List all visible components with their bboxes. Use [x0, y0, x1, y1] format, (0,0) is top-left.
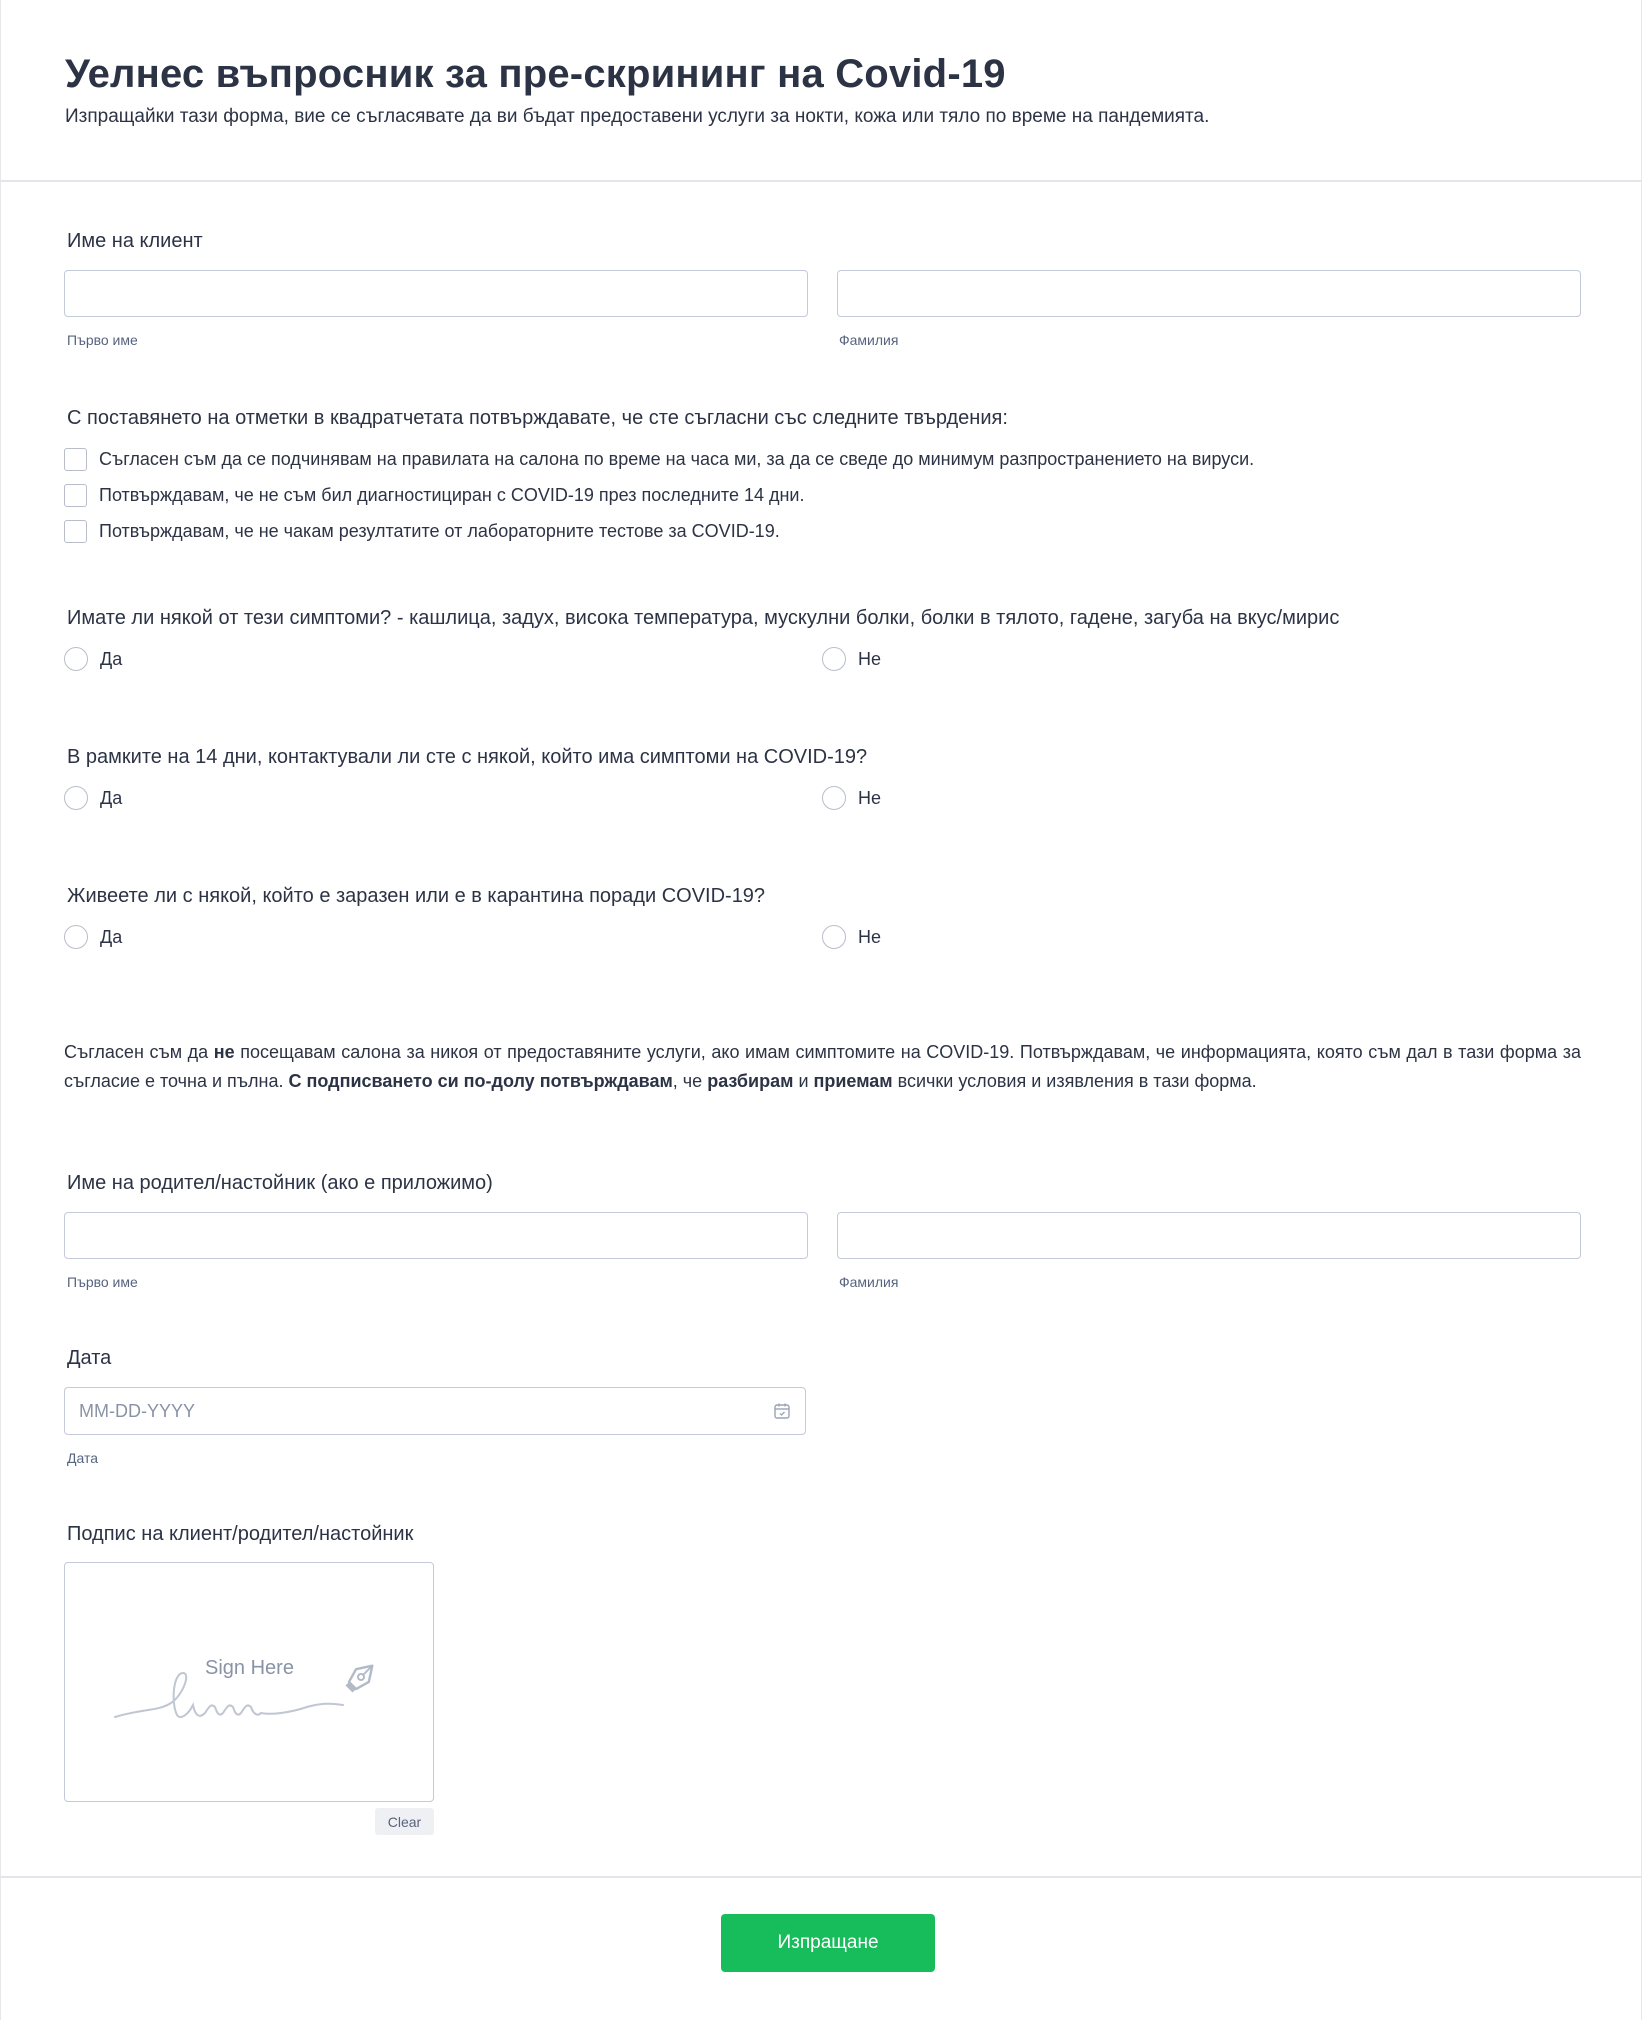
contact-radio-yes[interactable] — [64, 786, 88, 810]
agreement-checkbox-1[interactable] — [64, 448, 87, 471]
date-label: Дата — [67, 1347, 112, 1369]
household-radio-no[interactable] — [822, 925, 846, 949]
agreement-checkbox-2[interactable] — [64, 484, 87, 507]
contact-question-label: В рамките на 14 дни, контактували ли сте с някой, който има симптоми на COVID-19? — [67, 746, 868, 768]
household-radio-yes[interactable] — [64, 925, 88, 949]
guardian-name-label: Име на родител/настойник (ако е приложимо) — [67, 1172, 493, 1194]
symptoms-option-no-label: Не — [858, 648, 882, 669]
agreement-option-1[interactable] — [64, 447, 1254, 471]
client-first-name-input[interactable] — [64, 270, 808, 317]
date-input[interactable] — [64, 1387, 806, 1435]
guardian-first-name-input[interactable] — [64, 1212, 808, 1259]
symptoms-radio-no[interactable] — [822, 647, 846, 671]
pen-nib-icon — [339, 1655, 383, 1699]
contact-option-yes[interactable] — [64, 785, 122, 811]
symptoms-option-yes-label: Да — [100, 648, 123, 669]
consent-text-2: посещавам салона за никоя от предоставяните услуги, ако имам симптомите на COVID-19. Потвърждавам, че информацията, която съм дал в тази форма за съгласие е точна и пълна. — [64, 1042, 1581, 1091]
client-last-name-sublabel: Фамилия — [839, 332, 899, 348]
form-subtitle: Изпращайки тази форма, вие се съгласявате да ви бъдат предоставени услуги за нокти, кожа или тяло по време на пандемията. — [65, 106, 1210, 127]
consent-text-3: , че — [672, 1071, 708, 1091]
household-option-yes[interactable] — [64, 924, 122, 950]
symptoms-radio-yes[interactable] — [64, 647, 88, 671]
contact-option-no-label: Не — [858, 787, 882, 808]
consent-bold-4: приемам — [813, 1071, 893, 1091]
agreement-text-3: Потвърждавам, че не чакам резултатите от лабораторните тестове за COVID-19. — [99, 520, 780, 541]
consent-text-4: и — [793, 1071, 814, 1091]
guardian-last-name-sublabel: Фамилия — [839, 1274, 899, 1290]
consent-bold-2: С подписването си по-долу потвърждавам — [288, 1071, 673, 1091]
guardian-first-name-sublabel: Първо име — [67, 1274, 138, 1290]
client-last-name-input[interactable] — [837, 270, 1581, 317]
consent-text-5: всички условия и изявления в тази форма. — [892, 1071, 1257, 1091]
date-sublabel: Дата — [67, 1450, 99, 1466]
agreement-text-1: Съгласен съм да се подчинявам на правилата на салона по време на часа ми, за да се сведе до минимум разпространението на вируси. — [99, 448, 1255, 469]
household-option-no[interactable] — [822, 924, 881, 950]
form-title: Уелнес въпросник за пре-скрининг на Covid-19 — [65, 52, 1006, 96]
contact-option-yes-label: Да — [100, 787, 123, 808]
signature-pad[interactable] — [64, 1562, 434, 1802]
signature-label: Подпис на клиент/родител/настойник — [67, 1523, 414, 1545]
calendar-icon[interactable] — [773, 1402, 791, 1420]
footer-divider — [1, 1876, 1641, 1878]
date-placeholder: MM-DD-YYYY — [79, 1401, 195, 1421]
consent-bold-1: не — [213, 1042, 235, 1062]
signature-hint: Sign Here — [205, 1657, 294, 1679]
agreements-label: С поставянето на отметки в квадратчетата потвърждавате, че сте съгласни със следните твърдения: — [67, 407, 1008, 429]
submit-button[interactable]: Изпращане — [721, 1914, 935, 1972]
client-name-label: Име на клиент — [67, 230, 203, 252]
form-header — [1, 0, 1641, 182]
contact-radio-no[interactable] — [822, 786, 846, 810]
signature-clear-button[interactable]: Clear — [375, 1808, 434, 1835]
household-option-yes-label: Да — [100, 926, 123, 947]
symptoms-question-label: Имате ли някой от тези симптоми? - кашлица, задух, висока температура, мускулни болки, болки в тялото, гадене, загуба на вкус/мирис — [67, 607, 1340, 629]
consent-text-1: Съгласен съм да — [64, 1042, 214, 1062]
client-first-name-sublabel: Първо име — [67, 332, 138, 348]
agreement-option-2[interactable] — [64, 483, 804, 507]
household-question-label: Живеете ли с някой, който е заразен или е в карантина поради COVID-19? — [67, 885, 766, 907]
consent-bold-3: разбирам — [707, 1071, 794, 1091]
contact-option-no[interactable] — [822, 785, 881, 811]
agreement-option-3[interactable] — [64, 519, 780, 543]
agreement-checkbox-3[interactable] — [64, 520, 87, 543]
guardian-last-name-input[interactable] — [837, 1212, 1581, 1259]
symptoms-option-yes[interactable] — [64, 646, 122, 672]
symptoms-option-no[interactable] — [822, 646, 881, 672]
household-option-no-label: Не — [858, 926, 882, 947]
consent-paragraph — [64, 1038, 1581, 1096]
agreement-text-2: Потвърждавам, че не съм бил диагностициран с COVID-19 през последните 14 дни. — [99, 484, 805, 505]
